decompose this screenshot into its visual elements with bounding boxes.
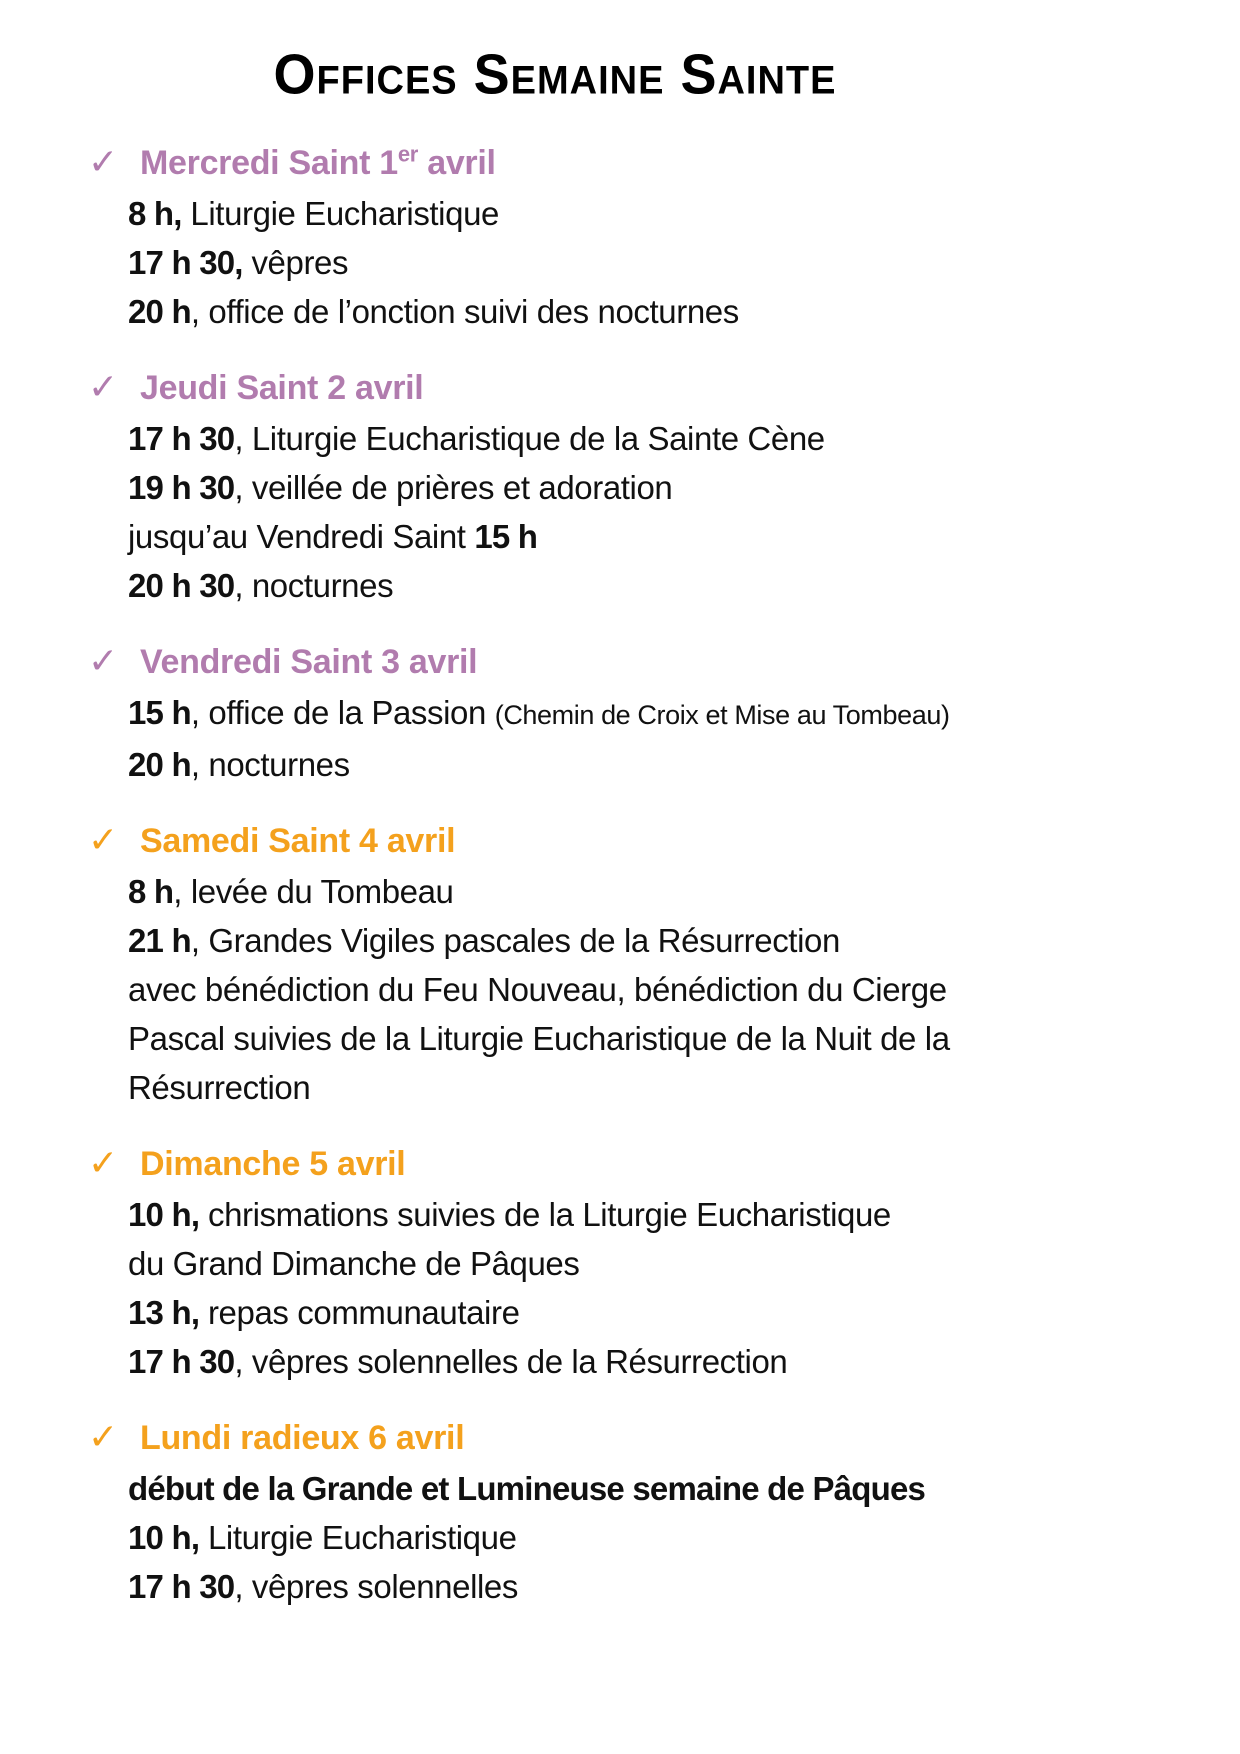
line-text: Liturgie Eucharistique: [181, 195, 499, 232]
schedule-line: [128, 463, 1240, 512]
line-text: , vêpres solennelles: [234, 1568, 518, 1605]
time-label: 19 h 30: [128, 469, 235, 506]
schedule-line: [128, 916, 1240, 965]
schedule-line: [128, 740, 1240, 789]
section-lines: [88, 1464, 1240, 1611]
schedule-line: [128, 1337, 1240, 1386]
line-text: du Grand Dimanche de Pâques: [128, 1245, 580, 1282]
time-label: 15 h: [474, 518, 538, 555]
checkmark-icon: ✓: [88, 141, 119, 182]
schedule-section: [88, 1413, 1240, 1611]
time-label: 10 h,: [128, 1196, 200, 1233]
section-lines: [88, 189, 1240, 336]
time-label: 10 h,: [128, 1519, 200, 1556]
time-label: 21 h: [128, 922, 191, 959]
schedule-line: [128, 1464, 1240, 1513]
section-day-heading: [140, 1140, 405, 1188]
time-label: 20 h: [128, 746, 191, 783]
schedule-line: [128, 1239, 1240, 1288]
schedule-section: [88, 363, 1240, 610]
line-text: , nocturnes: [190, 746, 350, 783]
line-text: jusqu’au Vendredi Saint: [128, 518, 475, 555]
section-day-heading: [140, 364, 423, 412]
line-text: chrismations suivies de la Liturgie Eucharistique: [199, 1196, 891, 1233]
heading-superscript: er: [397, 141, 419, 167]
schedule-line: [128, 1014, 1240, 1063]
line-text: avec bénédiction du Feu Nouveau, bénédiction du Cierge: [128, 971, 947, 1008]
schedule-line: [128, 1190, 1240, 1239]
section-heading-row: [88, 637, 1240, 686]
schedule-line: [128, 238, 1240, 287]
time-label: 17 h 30: [128, 1343, 235, 1380]
schedule-line: [128, 688, 1240, 740]
heading-text-segment: avril: [418, 144, 496, 182]
heading-text-segment: Lundi radieux 6 avril: [140, 1419, 465, 1457]
line-text: Pascal suivies de la Liturgie Eucharistique de la Nuit de la: [128, 1020, 950, 1057]
section-day-heading: [140, 638, 477, 686]
line-text: , Grandes Vigiles pascales de la Résurrection: [190, 922, 840, 959]
section-heading-row: [88, 138, 1240, 187]
schedule-line: [128, 1063, 1240, 1112]
heading-text-segment: Jeudi Saint 2 avril: [140, 369, 424, 407]
schedule-line: [128, 287, 1240, 336]
time-label: 15 h: [128, 694, 191, 731]
line-text: , vêpres solennelles de la Résurrection: [234, 1343, 788, 1380]
time-label: 17 h 30: [128, 420, 235, 457]
line-text: repas communautaire: [199, 1294, 520, 1331]
schedule-line: [128, 512, 1240, 561]
checkmark-icon: ✓: [88, 640, 119, 681]
time-label: 17 h 30,: [128, 244, 243, 281]
line-text: (Chemin de Croix et Mise au Tombeau): [494, 700, 950, 730]
section-heading-row: [88, 816, 1240, 865]
time-label: 17 h 30: [128, 1568, 235, 1605]
checkmark-icon: ✓: [88, 819, 119, 860]
line-text: , nocturnes: [234, 567, 394, 604]
heading-text-segment: Vendredi Saint 3 avril: [140, 643, 478, 681]
heading-text-segment: Dimanche 5 avril: [140, 1145, 406, 1183]
schedule-line: [128, 1562, 1240, 1611]
section-day-heading: [140, 817, 455, 865]
checkmark-icon: ✓: [88, 366, 119, 407]
line-text: Liturgie Eucharistique: [199, 1519, 517, 1556]
section-heading-row: [88, 1139, 1240, 1188]
schedule-line: [128, 1288, 1240, 1337]
time-label: 20 h 30: [128, 567, 235, 604]
sections-list: [0, 104, 1240, 1611]
time-label: début de la Grande et Lumineuse semaine de Pâques: [128, 1470, 926, 1507]
checkmark-icon: ✓: [88, 1416, 119, 1457]
schedule-line: [128, 414, 1240, 463]
line-text: , veillée de prières et adoration: [234, 469, 673, 506]
checkmark-icon: ✓: [88, 1142, 119, 1183]
heading-text-segment: Samedi Saint 4 avril: [140, 822, 456, 860]
section-lines: [88, 688, 1240, 789]
schedule-section: [88, 138, 1240, 336]
schedule-line: [128, 867, 1240, 916]
schedule-section: [88, 637, 1240, 789]
section-day-heading: [140, 1414, 464, 1462]
schedule-line: [128, 1513, 1240, 1562]
schedule-line: [128, 561, 1240, 610]
section-lines: [88, 867, 1240, 1112]
section-lines: [88, 1190, 1240, 1386]
time-label: 13 h,: [128, 1294, 200, 1331]
schedule-line: [128, 189, 1240, 238]
line-text: , levée du Tombeau: [173, 873, 454, 910]
time-label: 20 h: [128, 293, 191, 330]
section-day-heading: [140, 139, 496, 187]
page-title: Offices Semaine Sainte: [273, 43, 837, 107]
schedule-line: [128, 965, 1240, 1014]
time-label: 8 h,: [128, 195, 182, 232]
line-text: Résurrection: [128, 1069, 311, 1106]
line-text: , office de l’onction suivi des nocturnes: [190, 293, 739, 330]
time-label: 8 h: [128, 873, 174, 910]
line-text: , office de la Passion: [190, 694, 495, 731]
heading-text-segment: Mercredi Saint 1: [140, 144, 398, 182]
schedule-section: [88, 816, 1240, 1112]
line-text: vêpres: [242, 244, 349, 281]
section-lines: [88, 414, 1240, 610]
section-heading-row: [88, 1413, 1240, 1462]
schedule-section: [88, 1139, 1240, 1386]
line-text: , Liturgie Eucharistique de la Sainte Cène: [234, 420, 825, 457]
section-heading-row: [88, 363, 1240, 412]
